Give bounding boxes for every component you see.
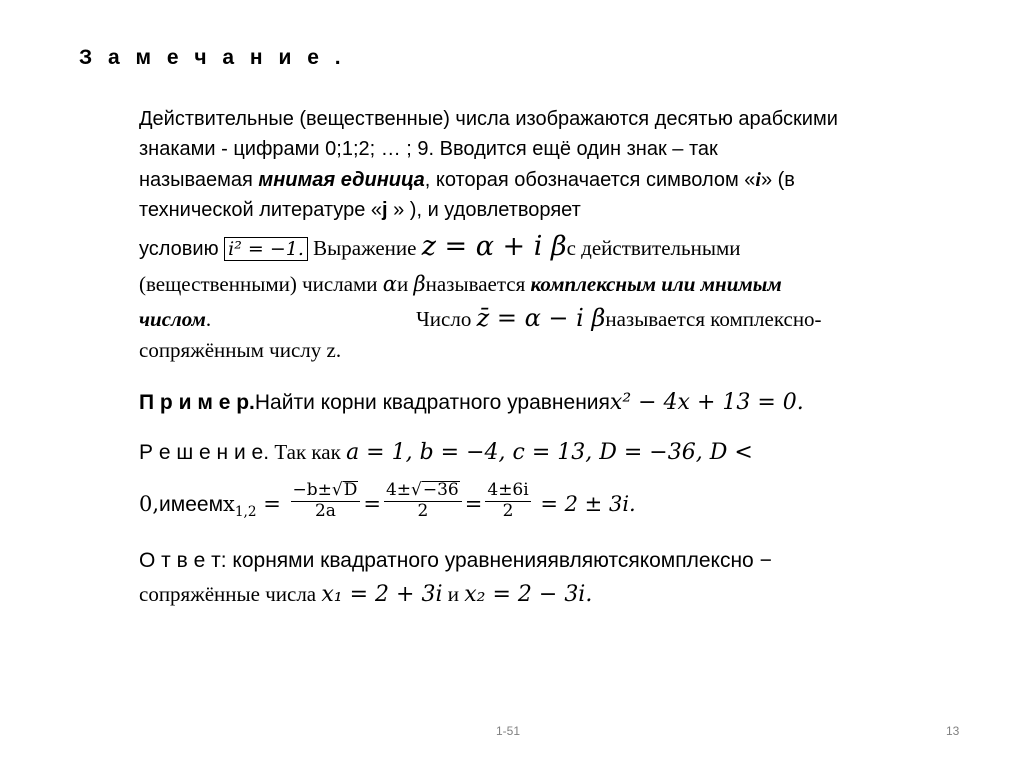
para-text: Число — [416, 307, 477, 331]
conjugate-expression: z̄ = α − i β — [476, 304, 606, 332]
para-text: называемая — [139, 169, 259, 191]
symbol-j: j — [382, 199, 388, 221]
para-text: » (в — [760, 169, 795, 191]
page-number: 13 — [946, 724, 960, 738]
slide-title: З а м е ч а н и е . — [79, 46, 346, 69]
symbol-alpha: α — [382, 272, 397, 296]
fraction-substituted: $\frac{4\pm√-36}{2}$ — [384, 481, 462, 521]
para-text: (вещественными) числами — [139, 272, 383, 296]
para-line-8: сопряжённым числу z. — [139, 338, 342, 362]
solution-line-2: 0,имеемx$_{1,2}$ = $\frac{-b\pm√D}{2a}$ = $\frac{4\pm√-36}{2}$ = $\frac{4\pm 6i}{2}$ = 2 ± 3i. — [139, 480, 636, 521]
para-line-7 — [139, 304, 822, 332]
para-text: технической литературе « — [139, 199, 382, 221]
fraction-simplified: $\frac{4\pm 6i}{2}$ — [487, 480, 529, 521]
example-equation: x² − 4x + 13 = 0. — [609, 390, 804, 415]
answer-label: О т в е т: — [139, 549, 227, 572]
para-line-4 — [139, 199, 581, 222]
fraction-quadratic-formula: $\frac{-b\pm√D}{2a}$ — [291, 481, 361, 521]
para-text: условию — [139, 238, 225, 260]
para-text: . — [205, 307, 212, 331]
imaginary-unit-term: мнимая единица — [258, 169, 425, 191]
solution-zero: 0, — [139, 492, 160, 516]
solution-text: Так как — [269, 440, 347, 464]
example-text: Найти корни квадратного уравнения — [254, 391, 610, 414]
para-text: называется комплексно- — [605, 307, 822, 331]
solution-line-1 — [139, 440, 753, 465]
solution-values: a = 1, b = −4, c = 13, D = −36, D < — [346, 440, 753, 465]
complex-term: комплексным или мнимым — [530, 272, 782, 296]
answer-text: и — [442, 582, 465, 606]
para-line-6 — [139, 272, 782, 297]
answer-line-2 — [139, 582, 592, 607]
condition-box: i² = −1. — [224, 237, 308, 261]
example-label: П р и м е р. — [139, 391, 255, 414]
para-line-5 — [139, 231, 740, 262]
para-text: ), и удовлетворяет — [404, 199, 581, 221]
para-text: , которая обозначается символом « — [424, 169, 756, 191]
para-text: » — [387, 199, 405, 221]
symbol-beta: β — [413, 272, 426, 296]
answer-text: сопряжённые числа — [139, 582, 322, 606]
para-text: называется — [425, 272, 531, 296]
number-term: числом — [139, 307, 206, 331]
symbol-i: i — [755, 169, 761, 191]
footer-label: 1-51 — [496, 724, 521, 738]
answer-line-1 — [139, 549, 772, 573]
solution-label: Р е ш е н и е. — [139, 441, 270, 464]
para-line-2: знаками - цифрами 0;1;2; … ; 9. Вводится ещё один знак – так — [139, 138, 718, 160]
roots-variable: $x_{1,2}$ — [223, 492, 257, 521]
para-text: с действительными — [566, 236, 741, 260]
para-text: и — [396, 272, 414, 296]
solution-text: имеем — [159, 493, 224, 516]
solution-result: = 2 ± 3i. — [533, 492, 636, 516]
para-line-1: Действительные (вещественные) числа изображаются десятью арабскими — [139, 108, 838, 130]
example-line — [139, 390, 804, 415]
root-x1: x₁ = 2 + 3i — [321, 582, 443, 607]
para-text: Выражение — [307, 236, 422, 260]
complex-expression: z = α + i β — [421, 231, 567, 262]
answer-text: корнями квадратного уравненияявляютсякомплексно − — [226, 549, 772, 572]
root-x2: x₂ = 2 − 3i. — [464, 582, 593, 607]
para-line-3 — [139, 169, 795, 192]
